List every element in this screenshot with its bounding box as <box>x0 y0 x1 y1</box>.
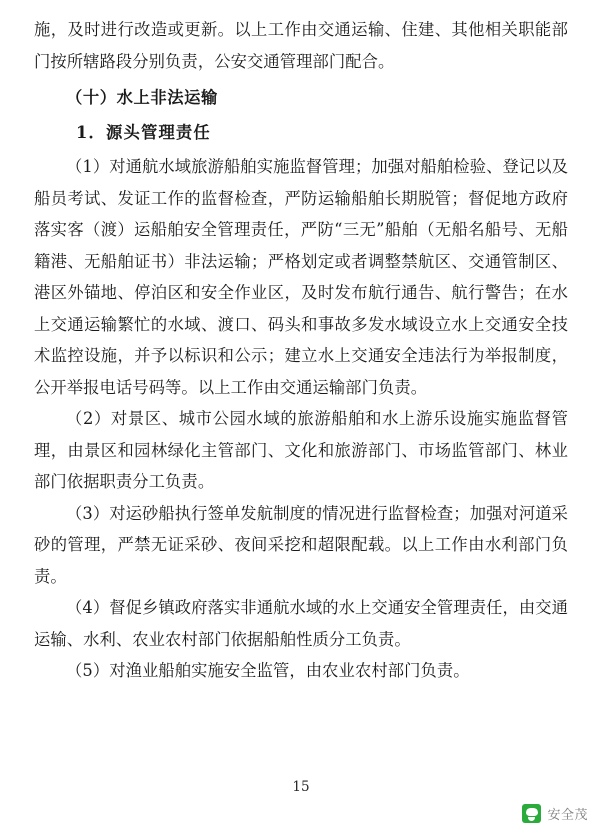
watermark-label: 安全茂 <box>547 808 588 823</box>
section-heading-level-2: 1．源头管理责任 <box>76 122 211 142</box>
paragraph-item-1: （1）对通航水域旅游船舶实施监督管理；加强对船舶检验、登记以及船员考试、发证工作的监督检查，严防运输船舶长期脱管；督促地方政府落实客（渡）运船舶安全管理责任，严防“三无”船舶（无船名船号、无船籍港、无船舶证书）非法运输；严格划定或者调整禁航区、交通管制区、港区外锚地、停泊区和安全作业区，及时发布航行通告、航行警告；在水上交通运输繁忙的水域、渡口、码头和事故多发水域设立水上交通安全技术监控设施，并予以标识和公示；建立水上交通安全违法行为举报制度，公开举报电话号码等。以上工作由交通运输部门负责。 <box>34 157 568 397</box>
paragraph-item-4: （4）督促乡镇政府落实非通航水域的水上交通安全管理责任，由交通运输、水利、农业农村部门依据船舶性质分工负责。 <box>34 598 568 649</box>
page-number: 15 <box>292 779 310 795</box>
section-heading-level-1: （十）水上非法运输 <box>66 88 218 107</box>
paragraph-item-3: （3）对运砂船执行签单发航制度的情况进行监督检查；加强对河道采砂的管理，严禁无证采砂、夜间采挖和超限配载。以上工作由水利部门负责。 <box>34 503 568 586</box>
watermark <box>522 804 588 823</box>
paragraph-item-5: （5）对渔业船舶实施安全监管，由农业农村部门负责。 <box>66 661 470 680</box>
paragraph-continuation: 施，及时进行改造或更新。以上工作由交通运输、住建、其他相关职能部门按所辖路段分别负责，公安交通管理部门配合。 <box>34 20 568 71</box>
document-body <box>34 14 568 687</box>
paragraph-item-2: （2）对景区、城市公园水域的旅游船舶和水上游乐设施实施监督管理，由景区和园林绿化主管部门、文化和旅游部门、市场监管部门、林业部门依据职责分工负责。 <box>34 409 568 491</box>
shield-leaf-icon <box>522 804 541 823</box>
